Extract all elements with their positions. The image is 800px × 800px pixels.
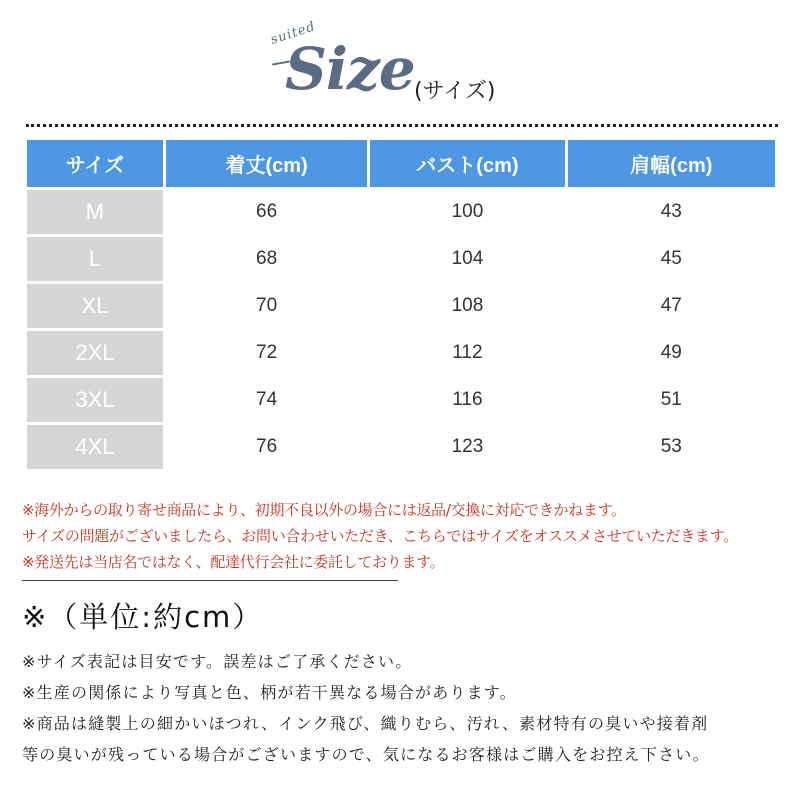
red-note: ※発送先は当店名ではなく、配達代行会社に委託しております。 [22,553,445,571]
general-notes [22,646,792,770]
size-cell: 3XL [27,378,163,422]
table-body [27,190,775,469]
red-note: サイズの問題がございましたら、お問い合わせいただき、こちらではサイズをオススメさせていただきます。 [22,527,738,545]
bust-cell: 108 [451,295,484,316]
length-cell: 76 [256,436,278,457]
dotted-divider [26,124,778,127]
size-cell: 4XL [27,425,163,469]
unit-label: ※（単位:約cm） [22,600,264,634]
length-cell: 72 [256,342,278,363]
logo-suited-text: suited [268,19,318,48]
shoulder-cell: 49 [660,342,682,363]
header-shoulder: 肩幅(cm) [568,140,775,187]
bust-cell: 116 [452,389,483,410]
shoulder-cell: 51 [660,389,682,410]
shoulder-cell: 53 [660,436,682,457]
separator-line [22,580,398,581]
table-header-row [27,140,775,187]
table-row [27,425,775,469]
length-cell: 68 [256,248,278,269]
size-cell: L [27,237,163,281]
bust-cell: 112 [452,342,483,363]
general-note: ※商品は縫製上の細かいほつれ、インク飛び、織りむら、汚れ、素材特有の臭いや接着剤 [22,714,709,733]
general-note: ※サイズ表記は目安です。誤差はご了承ください。 [22,652,413,671]
size-cell: M [27,190,163,234]
size-cell: XL [27,284,163,328]
bust-cell: 104 [451,248,484,269]
red-notes [22,497,792,575]
table-row [27,378,775,422]
bust-cell: 100 [451,201,484,222]
red-note: ※海外からの取り寄せ商品により、初期不良以外の場合には返品/交換に対応できかねます。 [22,501,626,519]
bust-cell: 123 [451,436,484,457]
length-cell: 66 [256,201,278,222]
logo-subtitle: (サイズ) [414,79,496,104]
size-cell: 2XL [27,331,163,375]
general-note: ※生産の関係により写真と色、柄が若干異なる場合があります。 [22,683,517,702]
shoulder-cell: 45 [660,248,682,269]
size-chart-table [24,137,778,472]
table-row [27,284,775,328]
header-size: サイズ [27,140,163,187]
table-row [27,331,775,375]
size-header [0,0,800,120]
table-row [27,237,775,281]
header-length: 着丈(cm) [166,140,367,187]
length-cell: 70 [256,295,278,316]
general-note: 等の臭いが残っている場合がございますので、気になるお客様はご購入をお控え下さい。 [22,745,710,764]
shoulder-cell: 47 [660,295,682,316]
shoulder-cell: 43 [660,201,682,222]
length-cell: 74 [256,389,278,410]
header-bust: バスト(cm) [370,140,564,187]
logo-size-text: Size [285,35,415,103]
table-row [27,190,775,234]
